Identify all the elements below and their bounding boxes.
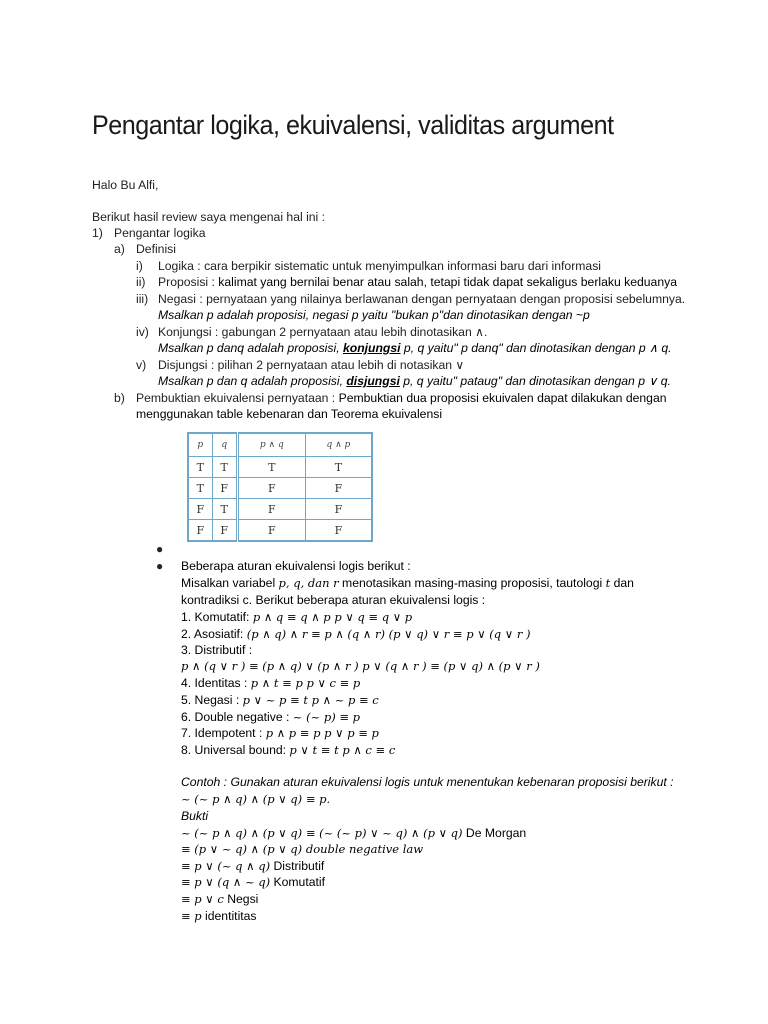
item-iii-text: Negasi : pernyataan yang nilainya berlawanan dengan pernyataan dengan proposisi sebelumnya. [158,292,686,306]
truth-table-cell: T [212,457,237,478]
truth-table-row [188,520,372,542]
truth-table-cell: T [188,478,212,499]
truth-table-cell: F [188,520,212,542]
truth-table-header: p ∧ q [237,433,305,457]
truth-table-cell: F [212,520,237,542]
rule-idempotent: 7. Idempotent : p ∧ p ≡ p p ∨ p ≡ p [181,726,379,740]
proof-step: ~ (~ p ∧ q) ∧ (p ∨ q) ≡ (~ (~ p) ∨ ~ q) ∧ (p ∨ q) De Morgan [181,826,527,840]
page-title: Pengantar logika, ekuivalensi, validitas argument [92,110,614,140]
proof-step: ≡ (p ∨ ~ q) ∧ (p ∨ q) double negative law [181,842,424,856]
item-iii-example: Msalkan p adalah proposisi, negasi p yaitu "bukan p"dan dinotasikan dengan ~p [158,308,590,322]
truth-table-row [188,457,372,478]
truth-table-cell: F [188,499,212,520]
rule-commutative: 1. Komutatif: p ∧ q ≡ q ∧ p p ∨ q ≡ q ∨ p [181,610,413,624]
item-v-example: Msalkan p dan q adalah proposisi, disjungsi p, q yaitu" pataug" dan dinotasikan dengan p ∨ q. [158,374,671,388]
item-iv-number: iv) [136,325,149,339]
truth-table-cell: F [305,520,372,542]
example-statement: ~ (~ p ∧ q) ∧ (p ∨ q) ≡ p. [181,792,331,806]
rules-line-1: Misalkan variabel p, q, dan r menotasikan masing-masing proposisi, tautologi t dan [181,576,634,590]
section-1-number: 1) [92,226,103,240]
truth-table-header: q ∧ p [305,433,372,457]
truth-table-cell: T [188,457,212,478]
proof-step: ≡ p ∨ (q ∧ ~ q) Komutatif [181,875,325,889]
truth-table-header: q [212,433,237,457]
truth-table-header-row [188,433,372,457]
item-iv-text: Konjungsi : gabungan 2 pernyataan atau lebih dinotasikan ∧. [158,325,488,339]
proof-label: Bukti [181,809,209,823]
truth-table-row [188,478,372,499]
rule-negation: 5. Negasi : p ∨ ~ p ≡ t p ∧ ~ p ≡ c [181,693,379,707]
item-ii-text: Proposisi : kalimat yang bernilai benar atau salah, tetapi tidak dapat sekaligus berlaku keduanya [158,275,677,289]
rule-double-negative: 6. Double negative : ~ (~ p) ≡ p [181,710,361,724]
item-a-number: a) [114,242,125,256]
example-heading: Contoh : Gunakan aturan ekuivalensi logis untuk menentukan kebenaran proposisi berikut : [181,775,674,789]
item-iii-number: iii) [136,292,149,306]
truth-table-header: p [188,433,212,457]
bullet-icon: ● [156,559,164,573]
truth-table-cell: F [237,520,305,542]
item-v-number: v) [136,358,147,372]
rule-distributive: p ∧ (q ∨ r ) ≡ (p ∧ q) ∨ (p ∧ r ) p ∨ (q ∧ r ) ≡ (p ∨ q) ∧ (p ∨ r ) [181,659,540,673]
item-i-text: Logika : cara berpikir sistematic untuk menyimpulkan informasi baru dari informasi [158,259,601,273]
greeting: Halo Bu Alfi, [92,178,159,192]
rule-universal-bound: 8. Universal bound: p ∨ t ≡ t p ∧ c ≡ c [181,743,396,757]
item-i-number: i) [136,259,143,273]
rules-heading: Beberapa aturan ekuivalensi logis berikut : [181,559,411,573]
truth-table-cell: F [305,499,372,520]
rules-line-2: kontradiksi c. Berikut beberapa aturan ekuivalensi logis : [181,593,486,607]
truth-table-cell: F [212,478,237,499]
truth-table-row [188,499,372,520]
rule-associative: 2. Asosiatif: (p ∧ q) ∧ r ≡ p ∧ (q ∧ r) (p ∨ q) ∨ r ≡ p ∨ (q ∨ r ) [181,627,531,641]
section-1-label: Pengantar logika [114,226,206,240]
item-a-label: Definisi [136,242,176,256]
truth-table-cell: T [212,499,237,520]
proof-step: ≡ p identititas [181,909,257,923]
item-b-number: b) [114,391,125,405]
intro: Berikut hasil review saya mengenai hal ini : [92,210,326,224]
rule-distributive-label: 3. Distributif : [181,643,253,657]
item-ii-number: ii) [136,275,146,289]
truth-table-cell: T [237,457,305,478]
truth-table-cell: F [305,478,372,499]
bullet-icon: ● [156,542,164,556]
truth-table-cell: F [237,478,305,499]
proof-step: ≡ p ∨ (~ q ∧ q) Distributif [181,859,325,873]
truth-table-cell: T [305,457,372,478]
item-b-text-line2: menggunakan table kebenaran dan Teorema ekuivalensi [136,407,443,421]
proof-step: ≡ p ∨ c Negsi [181,892,259,906]
item-iv-example: Msalkan p danq adalah proposisi, konjungsi p, q yaitu" p danq" dan dinotasikan dengan p ∧ q. [158,341,672,355]
truth-table [187,432,373,542]
item-b-text: Pembuktian ekuivalensi pernyataan : Pembuktian dua proposisi ekuivalen dapat dilakukan dengan [136,391,667,405]
item-v-text: Disjungsi : pilihan 2 pernyataan atau lebih di notasikan ∨ [158,358,465,372]
rule-identity: 4. Identitas : p ∧ t ≡ p p ∨ c ≡ p [181,676,361,690]
truth-table-cell: F [237,499,305,520]
